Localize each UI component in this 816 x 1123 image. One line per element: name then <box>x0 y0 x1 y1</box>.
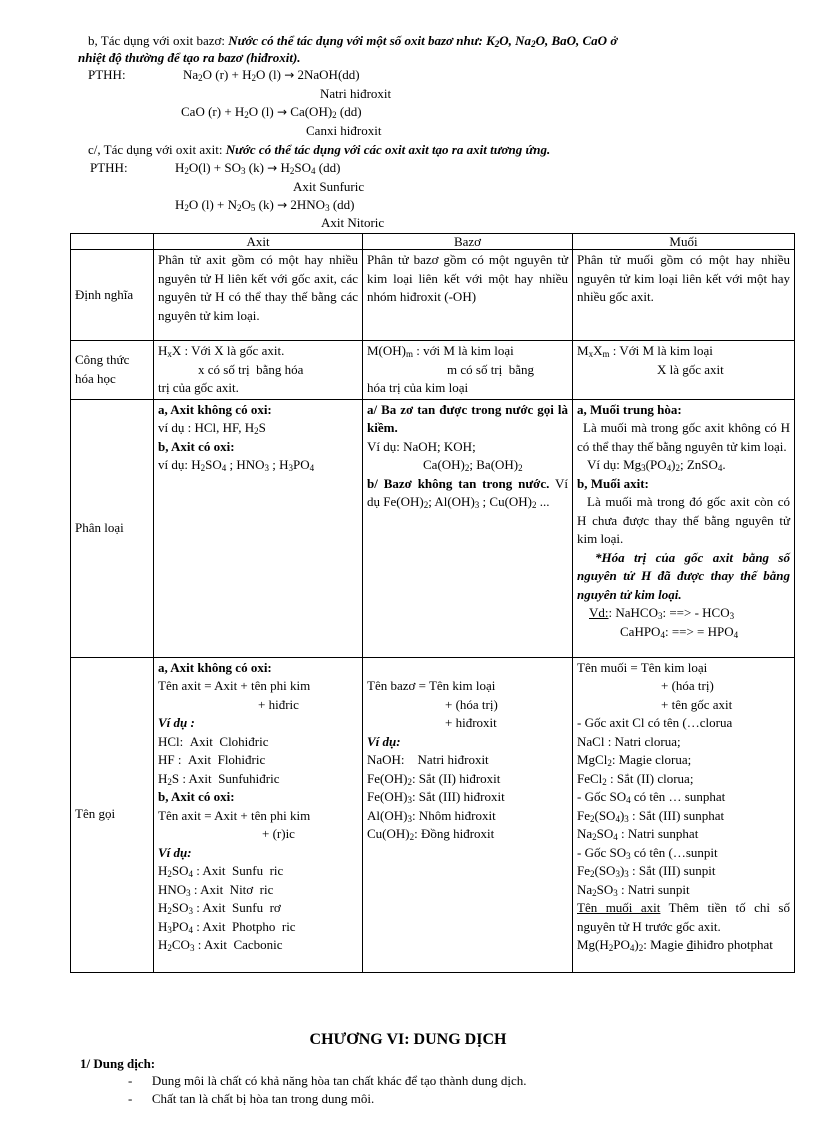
ten-goi-axit-b-rule2: + (r)ic <box>262 826 295 841</box>
intro-c-label: c/, Tác dụng với oxit axit: <box>88 142 223 157</box>
cong-thuc-bazo <box>363 341 573 400</box>
phan-loai-bazo-b-title: b/ Bazơ không tan trong nước. <box>367 475 550 491</box>
phan-loai-axit-a-ex: ví dụ : HCl, HF, $H_2S$ <box>158 420 266 436</box>
ten-goi-axit-b-ex-2: $HNO_3$ : Axit Nitơ ric <box>158 881 274 898</box>
ten-goi-muoi-line-8: - Gốc $SO_3$ có tên (…sunpit <box>577 844 718 861</box>
row-cong-thuc <box>71 341 795 400</box>
row-phan-loai <box>71 399 795 657</box>
pthh-label-2: PTHH: <box>90 160 128 175</box>
header-bazo: Bazơ <box>363 234 573 250</box>
ten-goi-axit-a-ex-2: HF : Axit Flohiđric <box>158 752 266 767</box>
ten-goi-axit-b-ex-4: $H_3PO_4$ : Axit Photpho ric <box>158 918 296 935</box>
bullet-2-text: Chất tan là chất bị hòa tan trong dung môi. <box>151 1091 375 1106</box>
phan-loai-bazo-a-ex1: Ví dụ: NaOH; KOH; <box>367 438 476 454</box>
cong-thuc-bazo-line1: $M(OH)_m$ : với M là kim loại <box>367 343 514 359</box>
section-dung-dich: 1/ Dung dịch: <box>80 1056 156 1071</box>
equation-1: $Na_2O$ $(r) + H_2O$ (l) → 2NaOH(dd) <box>183 67 360 83</box>
phan-loai-bazo-a-title: a/ Ba zơ tan được trong nước gọi là kiềm. <box>367 401 568 435</box>
ten-goi-muoi <box>573 657 795 972</box>
phan-loai-axit-b-ex: ví dụ: $H_2SO_4$ ; $HNO_3$ ; $H_3PO_4$ <box>158 457 315 473</box>
phan-loai-muoi-vd1: Vd:: NaHCO$_3$: ==> - $HCO_3$ <box>589 605 735 621</box>
ten-goi-axit-a-rule1: Tên axit = Axit + tên phi kim <box>158 678 311 693</box>
equation-4: $H_2O$ $(l) + N_2O_5$ $(k) \to 2HNO_3$ (dd) <box>175 197 355 213</box>
equation-2: CaO $(r) + H_2O$ $(l) \to Ca(OH)_2$ (dd) <box>181 104 362 120</box>
ten-goi-muoi-axit <box>577 899 790 936</box>
row-label-dinh-nghia: Định nghĩa <box>71 250 154 341</box>
pthh-label-1: PTHH: <box>88 67 126 82</box>
intro-b-desc-2: nhiệt độ thường để tạo ra bazơ (hiđroxit). <box>78 50 301 65</box>
ten-goi-bazo-ex-1: NaOH: Natri hiđroxit <box>367 752 489 767</box>
phan-loai-muoi <box>573 399 795 657</box>
ten-goi-muoi-line-3: MgCl$_2$: Magie clorua; <box>577 752 692 768</box>
ten-goi-axit-b-vd: Ví dụ: <box>158 844 192 860</box>
phan-loai-axit <box>154 399 363 657</box>
cong-thuc-axit-line2: x có số trị bằng hóa <box>198 361 304 377</box>
ten-goi-bazo-ex-3: $Fe(OH)_3$: Sắt (III) hiđroxit <box>367 789 505 805</box>
ten-goi-bazo-rule2: + (hóa trị) <box>445 696 498 712</box>
ten-goi-axit-a-ex-3: $H_2S$ : Axit Sunfuhiđric <box>158 770 280 787</box>
phan-loai-muoi-note: *Hóa trị của gốc axit bằng số nguyên tử H đã được thay thế bằng nguyên tử kim loại. <box>577 549 790 602</box>
intro-b-desc-1: Nước có thể tác dụng với một số oxit bazơ như: $K_2O$, $Na_2O$, BaO, CaO ở <box>228 33 618 49</box>
cong-thuc-muoi-line2: X là gốc axit <box>657 361 724 377</box>
phan-loai-muoi-a-desc: Là muối mà trong gốc axit không có H có thể thay thế bằng nguyên tử kim loại. <box>577 420 790 454</box>
bullet-2: - Chất tan là chất bị hòa tan trong dung môi. <box>128 1091 375 1106</box>
ten-goi-muoi-axit-ex: $Mg(H_2PO_4)_2$: Magie đihiđro photphat <box>577 937 773 953</box>
ten-goi-axit-b-ex-1: $H_2SO_4$ : Axit Sunfu ric <box>158 863 284 879</box>
ten-goi-bazo-rule1: Tên bazơ = Tên kim loại <box>367 678 496 693</box>
header-empty <box>71 234 154 250</box>
equation-3: $H_2O(l) + SO_3$ $(k) \to H_2SO_4$ (dd) <box>175 160 341 176</box>
phan-loai-bazo-b: b/ Bazơ không tan trong nước. Ví dụ $Fe(OH)_2$; $Al(OH)_3$ ; $Cu(OH)_2$ ... <box>367 475 568 510</box>
table-header-row <box>71 234 795 250</box>
phan-loai-muoi-vd2: CaHPO$_4$: ==> = $HPO_4$ <box>620 623 739 640</box>
ten-goi-muoi-rule1: Tên muối = Tên kim loại <box>577 659 708 675</box>
ten-goi-muoi-line-9: $Fe_2(SO_3)_3$ : Sắt (III) sunpit <box>577 863 716 879</box>
row-label-ten-goi: Tên gọi <box>71 657 154 972</box>
intro-b-label: b, Tác dụng với oxit bazơ: <box>88 33 225 48</box>
ten-goi-axit-a-vd: Ví dụ : <box>158 715 195 730</box>
ten-goi-axit-b-title: b, Axit có oxi: <box>158 789 235 804</box>
ten-goi-muoi-line-2: NaCl : Natri clorua; <box>577 733 681 749</box>
row-label-phan-loai: Phân loại <box>71 399 154 657</box>
ten-goi-muoi-line-4: FeCl$_2$ : Sắt (II) clorua; <box>577 770 694 787</box>
intro-b-line <box>88 33 617 49</box>
ten-muoi-axit-label: Tên muối axit <box>577 900 661 915</box>
intro-c-line <box>88 142 550 158</box>
phan-loai-muoi-b-desc: Là muối mà trong đó gốc axit còn có H chưa được thay thế bằng nguyên tử kim loại. <box>577 494 790 546</box>
ten-muoi-axit-desc: Thêm tiền tố chỉ số nguyên tử H trước gốc axit. <box>577 900 790 934</box>
ten-goi-axit-b-rule1: Tên axit = Axit + tên phi kim <box>158 807 311 823</box>
cong-thuc-muoi <box>573 341 795 400</box>
phan-loai-axit-a-title: a, Axit không có oxi: <box>158 401 272 417</box>
equation-1-name: Natri hiđroxit <box>320 86 392 101</box>
dinh-nghia-bazo: Phân tử bazơ gồm có một nguyên tử kim loại liên kết với một hay nhiều nhóm hiđroxit (-OH) <box>363 250 573 341</box>
ten-goi-bazo <box>363 657 573 972</box>
header-axit: Axit <box>154 234 363 250</box>
ten-goi-bazo-ex-4: $Al(OH)_3$: Nhôm hiđroxit <box>367 807 496 824</box>
phan-loai-muoi-a-title: a, Muối trung hòa: <box>577 401 682 417</box>
cong-thuc-bazo-line2: m có số trị bằng <box>447 361 535 377</box>
ten-goi-axit <box>154 657 363 972</box>
dinh-nghia-axit: Phân tử axit gồm có một hay nhiều nguyên tử H liên kết với gốc axit, các nguyên tử H có thể thay thế bằng các nguyên tử kim loại. <box>154 250 363 341</box>
phan-loai-bazo-a-ex2: $Ca(OH)_2$; $Ba(OH)_2$ <box>423 457 523 473</box>
equation-4-name: Axit Nitoric <box>321 215 385 230</box>
cong-thuc-axit-line1: $H_xX$ : Với X là gốc axit. <box>158 343 285 359</box>
bullet-1-text: Dung môi là chất có khả năng hòa tan chất khác để tạo thành dung dịch. <box>151 1073 527 1088</box>
ten-goi-axit-b-ex-3: $H_2SO_3$ : Axit Sunfu rơ <box>158 900 281 916</box>
header-muoi: Muối <box>573 234 795 250</box>
ten-goi-bazo-vd: Ví dụ: <box>367 733 401 749</box>
phan-loai-muoi-a-ex: Ví dụ: $Mg_3(PO_4)_2$; ZnSO$_4$. <box>587 457 726 473</box>
equation-2-name: Canxi hiđroxit <box>306 123 382 138</box>
ten-goi-bazo-ex-5: $Cu(OH)_2$: Đồng hiđroxit <box>367 826 495 842</box>
ten-goi-axit-b-ex-5: $H_2CO_3$ : Axit Cacbonic <box>158 937 283 953</box>
ten-goi-axit-a-title: a, Axit không có oxi: <box>158 659 272 675</box>
comparison-table <box>70 233 795 973</box>
row-ten-goi <box>71 657 795 972</box>
bullet-1: - Dung môi là chất có khả năng hòa tan chất khác để tạo thành dung dịch. <box>128 1073 527 1088</box>
ten-goi-muoi-line-6: $Fe_2(SO_4)_3$ : Sắt (III) sunphat <box>577 807 725 824</box>
ten-goi-bazo-rule3: + hiđroxit <box>445 715 497 730</box>
ten-goi-muoi-line-5: - Gốc $SO_4$ có tên … sunphat <box>577 789 726 805</box>
ten-goi-axit-a-rule2: + hiđric <box>258 696 299 712</box>
cong-thuc-muoi-line1: $M_xX_m$ : Với M là kim loại <box>577 343 713 359</box>
cong-thuc-axit <box>154 341 363 400</box>
vd-label: Vd: <box>589 605 609 620</box>
ten-goi-muoi-line-7: $Na_2SO_4$ : Natri sunphat <box>577 826 699 842</box>
row-label-cong-thuc: Công thức hóa học <box>71 341 154 400</box>
ten-goi-muoi-line-10: $Na_2SO_3$ : Natri sunpit <box>577 881 690 898</box>
ten-goi-muoi-rule2: + (hóa trị) <box>661 678 714 693</box>
phan-loai-bazo <box>363 399 573 657</box>
cong-thuc-bazo-line3: hóa trị của kim loại <box>367 380 469 395</box>
ten-goi-bazo-ex-2: $Fe(OH)_2$: Sắt (II) hiđroxit <box>367 770 501 787</box>
phan-loai-muoi-b-title: b, Muối axit: <box>577 475 649 491</box>
chapter-title: CHƯƠNG VI: DUNG DỊCH <box>309 1031 507 1048</box>
cong-thuc-axit-line3: trị của gốc axit. <box>158 380 239 395</box>
ten-goi-muoi-line-1: - Gốc axit Cl có tên (…clorua <box>577 715 733 730</box>
ten-goi-muoi-rule3: + tên gốc axit <box>661 696 733 712</box>
ten-goi-axit-a-ex-1: HCl: Axit Clohiđric <box>158 733 269 749</box>
dinh-nghia-muoi: Phân tử muối gồm có một hay nhiều nguyên tử kim loại liên kết với một hay nhiều gốc axit. <box>573 250 795 341</box>
phan-loai-axit-b-title: b, Axit có oxi: <box>158 438 235 454</box>
equation-3-name: Axit Sunfuric <box>293 179 365 194</box>
row-dinh-nghia <box>71 250 795 341</box>
intro-c-desc: Nước có thể tác dụng với các oxit axit tạo ra axit tương ứng. <box>225 142 551 157</box>
